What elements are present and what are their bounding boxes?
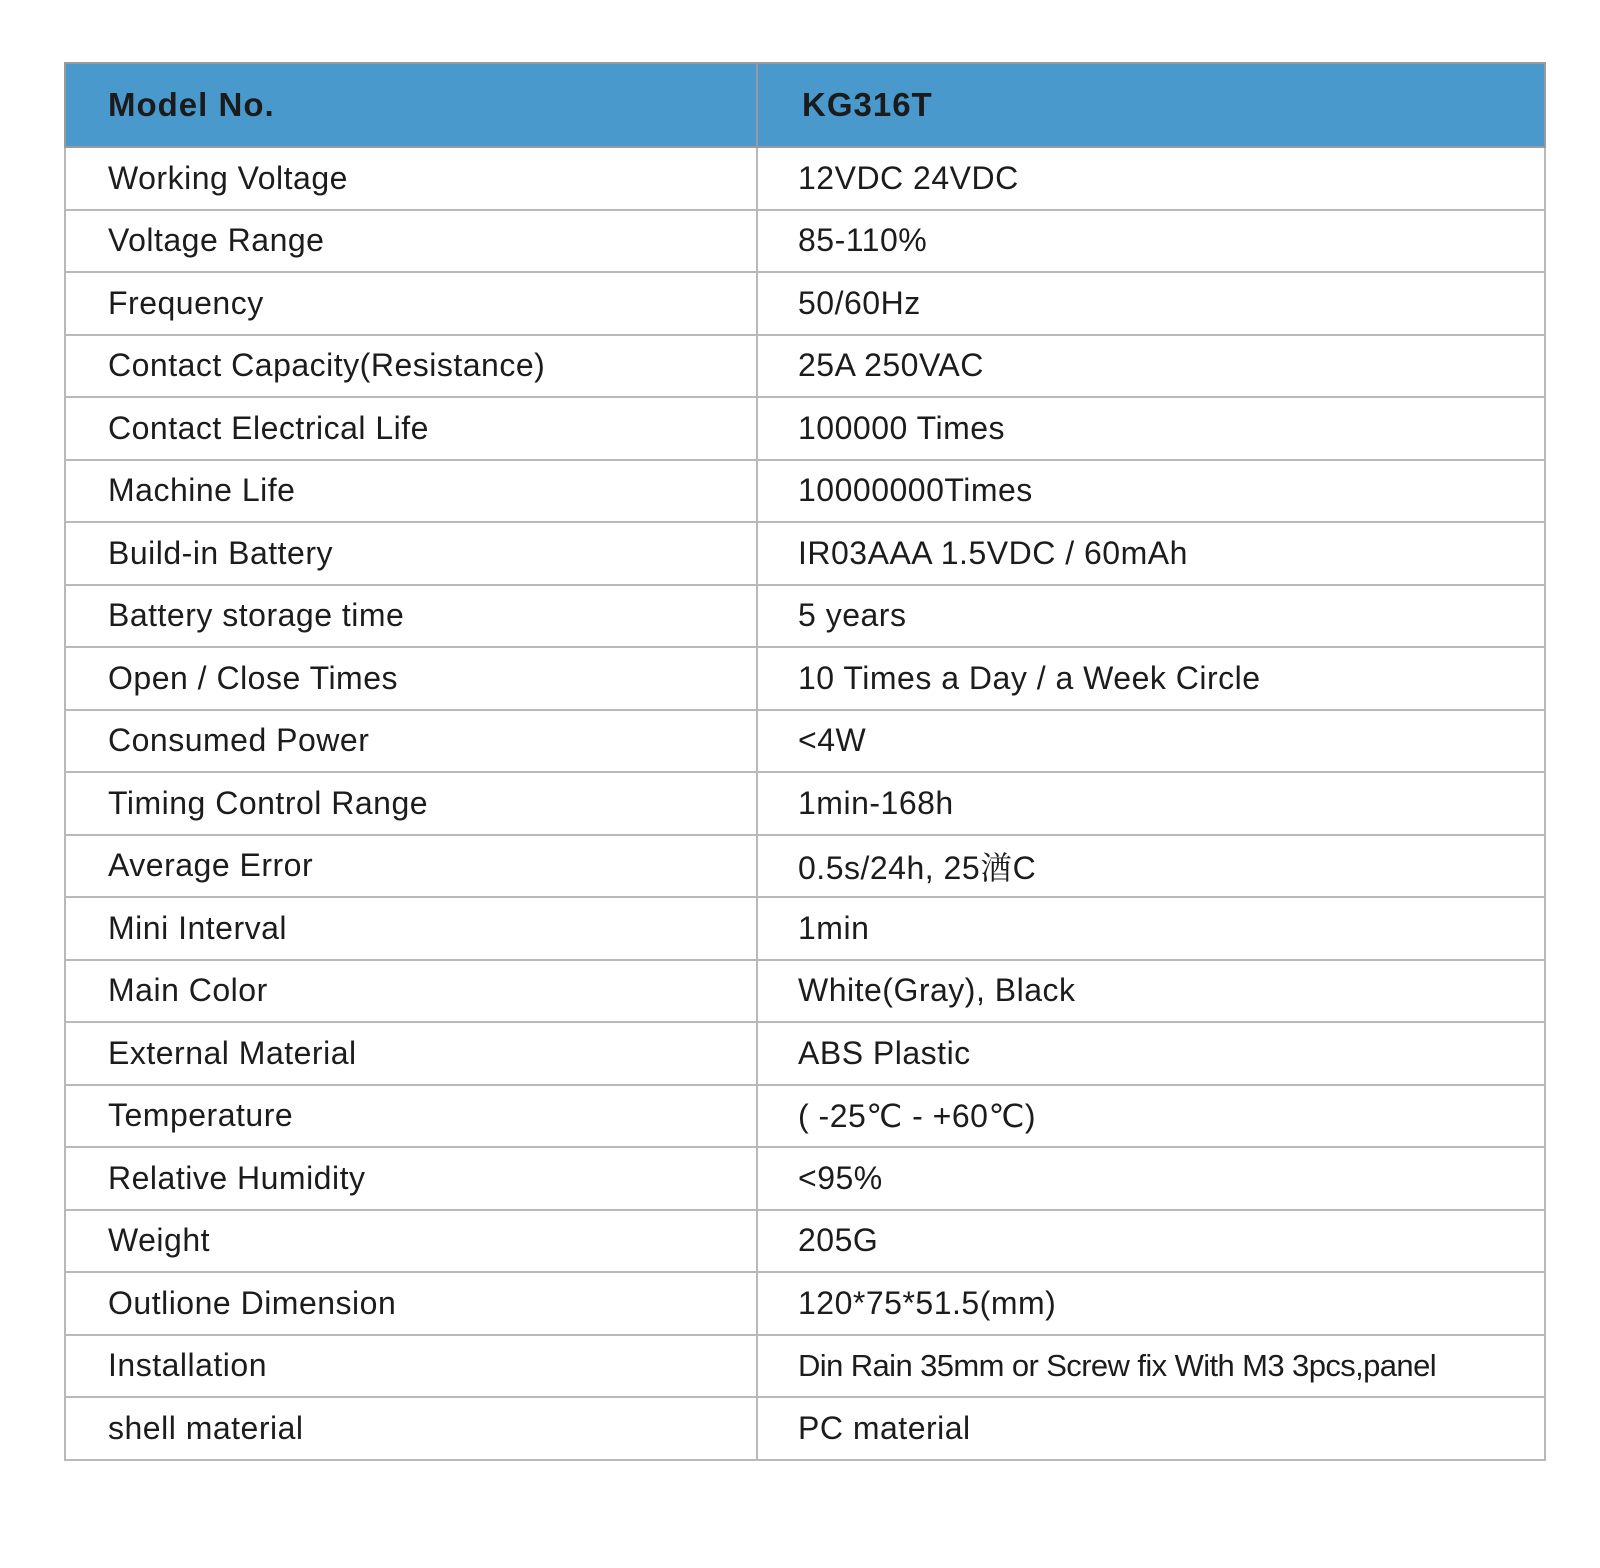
table-header-row: [65, 63, 1545, 147]
row-label: Average Error: [65, 835, 757, 898]
table-row: [65, 147, 1545, 210]
row-value: 205G: [757, 1210, 1545, 1273]
table-row: [65, 1272, 1545, 1335]
row-label: Frequency: [65, 272, 757, 335]
table-row: [65, 210, 1545, 273]
row-label: Consumed Power: [65, 710, 757, 773]
row-value: 5 years: [757, 585, 1545, 648]
row-label: Battery storage time: [65, 585, 757, 648]
row-label: Voltage Range: [65, 210, 757, 273]
row-label: Relative Humidity: [65, 1147, 757, 1210]
table-row: [65, 585, 1545, 648]
row-label: Build-in Battery: [65, 522, 757, 585]
row-value: PC material: [757, 1397, 1545, 1460]
row-value: 1min-168h: [757, 772, 1545, 835]
row-value: 25A 250VAC: [757, 335, 1545, 398]
header-label: Model No.: [65, 63, 757, 147]
row-value: 12VDC 24VDC: [757, 147, 1545, 210]
row-value: 50/60Hz: [757, 272, 1545, 335]
row-label: Weight: [65, 1210, 757, 1273]
row-label: Contact Capacity(Resistance): [65, 335, 757, 398]
row-label: shell material: [65, 1397, 757, 1460]
table-row: [65, 710, 1545, 773]
table-row: [65, 772, 1545, 835]
row-value: 0.5s/24h, 25湭C: [757, 835, 1545, 898]
row-value: 100000 Times: [757, 397, 1545, 460]
row-label: Machine Life: [65, 460, 757, 523]
row-label: Temperature: [65, 1085, 757, 1148]
table-row: [65, 522, 1545, 585]
row-label: Outlione Dimension: [65, 1272, 757, 1335]
row-value: 10 Times a Day / a Week Circle: [757, 647, 1545, 710]
table-row: [65, 647, 1545, 710]
row-value: 1min: [757, 897, 1545, 960]
table-row: [65, 835, 1545, 898]
row-value: ( -25℃ - +60℃): [757, 1085, 1545, 1148]
table-row: [65, 960, 1545, 1023]
table-row: [65, 272, 1545, 335]
row-value: White(Gray), Black: [757, 960, 1545, 1023]
table-row: [65, 1147, 1545, 1210]
row-value: 85-110%: [757, 210, 1545, 273]
row-label: Main Color: [65, 960, 757, 1023]
row-value: IR03AAA 1.5VDC / 60mAh: [757, 522, 1545, 585]
table-row: [65, 1397, 1545, 1460]
table-row: [65, 1022, 1545, 1085]
table-row: [65, 335, 1545, 398]
row-value: Din Rain 35mm or Screw fix With M3 3pcs,panel: [757, 1335, 1545, 1398]
row-label: Installation: [65, 1335, 757, 1398]
table-row: [65, 1335, 1545, 1398]
row-value: 120*75*51.5(mm): [757, 1272, 1545, 1335]
table-row: [65, 1085, 1545, 1148]
spec-table: [64, 62, 1546, 1461]
row-value: ABS Plastic: [757, 1022, 1545, 1085]
table-row: [65, 897, 1545, 960]
row-label: External Material: [65, 1022, 757, 1085]
header-value: KG316T: [757, 63, 1545, 147]
row-value: <4W: [757, 710, 1545, 773]
table-row: [65, 460, 1545, 523]
row-label: Timing Control Range: [65, 772, 757, 835]
row-label: Contact Electrical Life: [65, 397, 757, 460]
table-row: [65, 1210, 1545, 1273]
row-label: Mini Interval: [65, 897, 757, 960]
row-value: <95%: [757, 1147, 1545, 1210]
row-label: Working Voltage: [65, 147, 757, 210]
row-label: Open / Close Times: [65, 647, 757, 710]
table-row: [65, 397, 1545, 460]
row-value: 10000000Times: [757, 460, 1545, 523]
